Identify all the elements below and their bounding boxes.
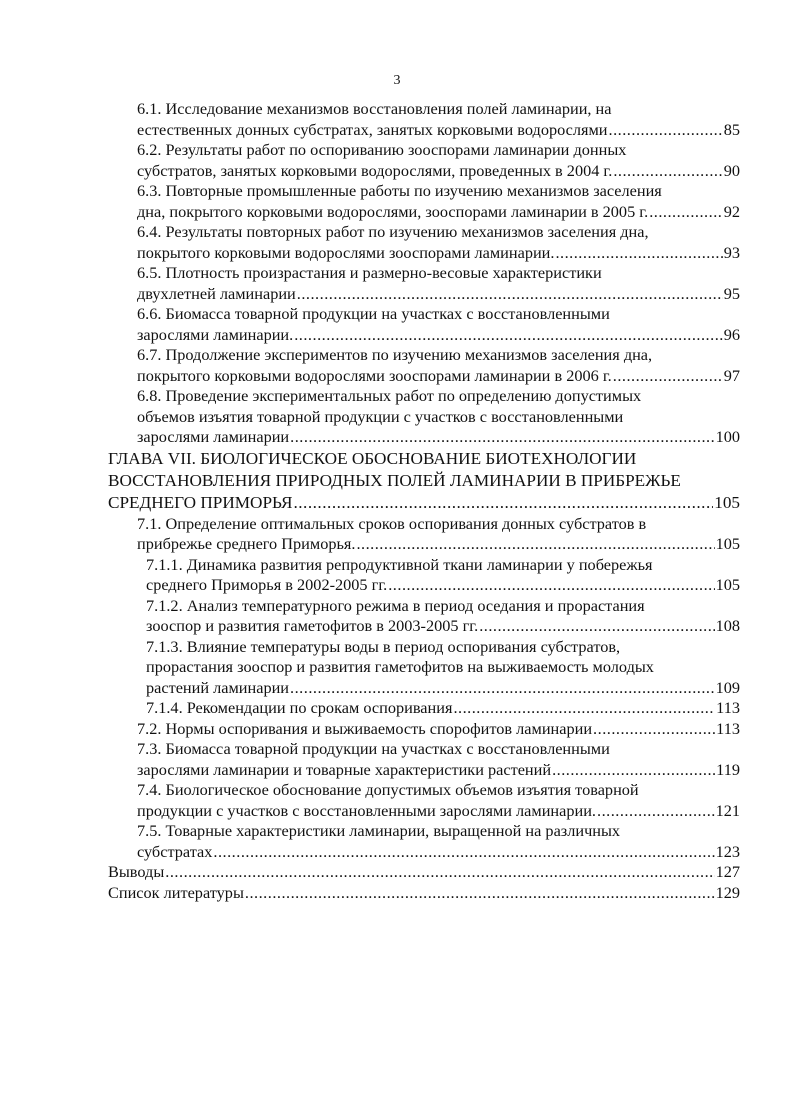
- toc-entry-title: 7.1.4. Рекомендации по срокам оспоривания: [146, 698, 453, 717]
- toc-entry-line: 6.4. Результаты повторных работ по изучению механизмов заселения дна,: [137, 222, 649, 241]
- toc-entry-title: двухлетней ламинарии: [137, 283, 296, 303]
- toc-page-number: 119: [716, 759, 740, 779]
- dot-leader: [245, 883, 715, 904]
- dot-leader: [297, 284, 723, 305]
- toc-entry: [108, 719, 740, 740]
- dot-leader: [453, 698, 715, 719]
- dot-leader: [593, 719, 715, 740]
- toc-entry-title: зооспор и развития гаметофитов в 2003-2005 гг.: [146, 616, 479, 635]
- toc-entry: [108, 386, 740, 448]
- toc-page-number: 92: [723, 201, 740, 221]
- toc-entry-title: зарослями ламинарии: [137, 427, 290, 446]
- dot-leader: [479, 616, 714, 637]
- toc-entry-title: дна, покрытого корковыми водорослями, зооспорами ламинарии в 2005 г.: [137, 201, 649, 221]
- dot-leader: [613, 366, 723, 387]
- toc-entry-title: естественных донных субстратах, занятых корковыми водорослями: [137, 119, 608, 139]
- toc-entry: [108, 883, 740, 904]
- dot-leader: [555, 243, 722, 264]
- table-of-contents: [108, 99, 740, 903]
- toc-page-number: 121: [715, 800, 740, 820]
- toc-entry: [108, 739, 740, 780]
- toc-entry: [108, 448, 740, 514]
- toc-entry: [108, 140, 740, 181]
- toc-page-number: 90: [723, 160, 740, 180]
- toc-entry-line: 6.1. Исследование механизмов восстановления полей ламинарии, на: [137, 99, 612, 118]
- toc-entry: [108, 821, 740, 862]
- toc-page-number: 96: [723, 324, 740, 344]
- toc-entry: [108, 780, 740, 821]
- toc-entry-line: 6.7. Продолжение экспериментов по изучению механизмов заселения дна,: [137, 345, 653, 364]
- toc-entry: [108, 222, 740, 263]
- toc-entry-title: растений ламинарии: [146, 677, 290, 697]
- toc-entry-line: 6.2. Результаты работ по оспориванию зооспорами ламинарии донных: [137, 140, 627, 159]
- toc-entry: [108, 304, 740, 345]
- dot-leader: [552, 760, 715, 781]
- dot-leader: [294, 325, 723, 346]
- toc-entry-title: продукции с участков с восстановленными зарослями ламинарии.: [137, 800, 596, 820]
- toc-page-number: 105: [715, 534, 740, 553]
- dot-leader: [609, 120, 723, 141]
- toc-entry-line: ВОССТАНОВЛЕНИЯ ПРИРОДНЫХ ПОЛЕЙ ЛАМИНАРИИ В ПРИБРЕЖЬЕ: [108, 470, 681, 490]
- toc-page-number: 127: [715, 862, 740, 881]
- dot-leader: [213, 842, 714, 863]
- toc-entry-title: СРЕДНЕГО ПРИМОРЬЯ: [108, 492, 293, 512]
- toc-entry-title: покрытого корковыми водорослями зооспорами ламинарии.: [137, 242, 555, 262]
- toc-entry-title: Выводы: [108, 862, 165, 881]
- toc-page-number: 108: [715, 616, 740, 635]
- toc-entry-title: зарослями ламинарии.: [137, 324, 294, 344]
- toc-entry-line: 7.1.3. Влияние температуры воды в период оспоривания субстратов,: [146, 636, 621, 656]
- toc-entry-line: 6.5. Плотность произрастания и размерно-весовые характеристики: [137, 263, 602, 282]
- toc-page-number: 113: [716, 698, 740, 717]
- toc-entry-title: Список литературы: [108, 882, 244, 902]
- toc-entry-line: объемов изъятия товарной продукции с участков с восстановленными: [137, 406, 624, 426]
- toc-page-number: 113: [716, 718, 740, 738]
- toc-entry: [108, 345, 740, 386]
- toc-page-number: 105: [715, 575, 740, 594]
- toc-entry-line: 6.6. Биомасса товарной продукции на участках с восстановленными: [137, 304, 610, 323]
- toc-page-number: 93: [723, 242, 740, 262]
- toc-page-number: 123: [715, 841, 740, 861]
- toc-page-number: 109: [715, 677, 740, 697]
- toc-entry: [108, 596, 740, 637]
- toc-page-number: 129: [715, 882, 740, 902]
- toc-entry-line: прорастания зооспор и развития гаметофитов на выживаемость молодых: [146, 657, 654, 676]
- toc-entry: [108, 99, 740, 140]
- toc-page-number: 95: [723, 283, 740, 303]
- toc-entry: [108, 862, 740, 883]
- toc-entry-title: субстратах: [137, 841, 213, 861]
- toc-entry-line: 7.1.2. Анализ температурного режима в период оседания и прорастания: [146, 595, 645, 615]
- toc-entry-title: зарослями ламинарии и товарные характеристики растений: [137, 759, 552, 779]
- dot-leader: [290, 678, 715, 699]
- toc-entry-title: субстратов, занятых корковыми водорослями, проведенных в 2004 г.: [137, 160, 613, 180]
- toc-entry: [108, 181, 740, 222]
- toc-page-number: 100: [715, 427, 740, 446]
- dot-leader: [356, 534, 714, 555]
- dot-leader: [597, 801, 715, 822]
- toc-entry: [108, 555, 740, 596]
- dot-leader: [649, 202, 723, 223]
- toc-entry-line: 7.5. Товарные характеристики ламинарии, выращенной на различных: [137, 821, 621, 840]
- toc-entry-line: 7.1.1. Динамика развития репродуктивной ткани ламинарии у побережья: [146, 554, 653, 574]
- toc-entry-title: среднего Приморья в 2002-2005 гг.: [146, 575, 388, 594]
- toc-entry-line: ГЛАВА VII. БИОЛОГИЧЕСКОЕ ОБОСНОВАНИЕ БИОТЕХНОЛОГИИ: [108, 448, 637, 468]
- toc-entry-line: 7.1. Определение оптимальных сроков оспоривания донных субстратов в: [137, 513, 647, 533]
- toc-entry-line: 7.4. Биологическое обоснование допустимых объемов изъятия товарной: [137, 780, 639, 799]
- toc-entry-title: прибрежье среднего Приморья.: [137, 534, 356, 553]
- toc-entry-title: 7.2. Нормы оспоривания и выживаемость спорофитов ламинарии: [137, 718, 593, 738]
- dot-leader: [290, 427, 714, 448]
- toc-entry: [108, 637, 740, 699]
- toc-entry-title: покрытого корковыми водорослями зооспорами ламинарии в 2006 г.: [137, 365, 612, 385]
- toc-entry-line: 6.3. Повторные промышленные работы по изучению механизмов заселения: [137, 181, 662, 200]
- toc-page-number: 97: [723, 365, 740, 385]
- toc-entry-line: 6.8. Проведение экспериментальных работ по определению допустимых: [137, 386, 642, 405]
- toc-entry: [108, 263, 740, 304]
- toc-entry: [108, 698, 740, 719]
- page-number: 3: [393, 73, 401, 88]
- toc-entry: [108, 514, 740, 555]
- toc-page-number: 85: [723, 119, 740, 139]
- toc-page-number: 105: [714, 492, 740, 512]
- toc-entry-line: 7.3. Биомасса товарной продукции на участках с восстановленными: [137, 739, 610, 758]
- dot-leader: [388, 575, 714, 596]
- dot-leader: [613, 161, 722, 182]
- dot-leader: [293, 492, 713, 514]
- dot-leader: [165, 862, 714, 883]
